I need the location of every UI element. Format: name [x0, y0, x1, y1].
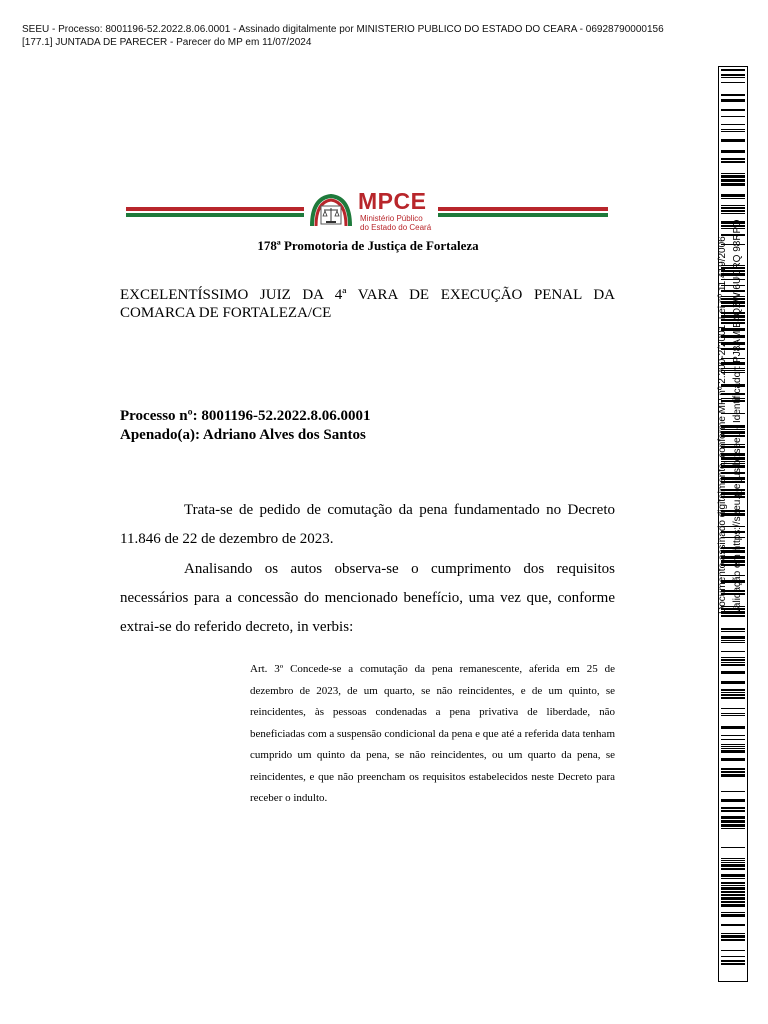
barcode-bar [721, 791, 745, 792]
body-paragraph-1: Trata-se de pedido de comutação da pena fundamentado no Decreto 11.846 de 22 de dezembro de 2023. [120, 502, 615, 547]
barcode-bar [721, 671, 745, 674]
barcode-bar [721, 694, 745, 696]
barcode-bar [721, 878, 745, 879]
body-paragraph-2: Analisando os autos observa-se o cumprimento dos requisitos necessários para a concessão do mencionado benefício, uma vez que, conforme extrai-se do referido decreto, in verbis: [120, 561, 615, 635]
barcode-bar [721, 659, 745, 661]
header-document-type: [177.1] JUNTADA DE PARECER - Parecer do MP em 11/07/2024 [22, 37, 312, 48]
barcode-bar [721, 868, 745, 870]
barcode-bar [721, 713, 745, 714]
barcode-bar [721, 744, 745, 745]
barcode-bar [721, 129, 745, 130]
barcode-bar [721, 715, 745, 716]
barcode-bar [721, 69, 745, 71]
barcode-bar [721, 799, 745, 802]
barcode-bar [721, 956, 745, 957]
barcode-bar [721, 768, 745, 770]
barcode-bar [721, 124, 745, 125]
logo-wordmark: MPCE [358, 188, 427, 214]
barcode-bar [721, 689, 745, 691]
barcode-bar [721, 194, 745, 197]
barcode-bar [721, 950, 745, 951]
barcode-bar [721, 642, 745, 643]
barcode-bar [721, 198, 745, 199]
barcode-bar [721, 891, 745, 893]
barcode-bar [721, 116, 745, 117]
barcode-bar [721, 746, 745, 747]
logo-band-left [126, 207, 304, 219]
logo-subtitle-2: do Estado do Ceará [360, 223, 432, 232]
barcode-bar [721, 179, 745, 182]
barcode-bar [721, 748, 745, 749]
barcode-bar [721, 708, 745, 709]
barcode-bar [721, 914, 745, 917]
barcode-bar [721, 897, 745, 900]
barcode-bar [721, 692, 745, 693]
decree-citation: Art. 3º Concede-se a comutação da pena remanescente, aferida em 25 de dezembro de 2023, de um quarto, se não reincidentes, e de um quinto, se reincidentes, às pessoas condenadas a pena privativa de liberdade, não beneficiadas com a suspensão condicional da pena e que até a referida data tenham cumprido um quinto da pena, se não reincidentes, ou um quarto da pena, se reincidentes, e que não preencham os requisitos estabelecidos neste Decreto para receber o indulto. [250, 663, 615, 804]
barcode-bar [721, 750, 745, 753]
barcode-bar [721, 935, 745, 938]
barcode-bar [721, 681, 745, 684]
barcode-bar [721, 726, 745, 729]
barcode-bar [721, 213, 745, 214]
barcode-bar [721, 912, 745, 913]
barcode-bar [721, 887, 745, 890]
barcode-bar [721, 901, 745, 903]
barcode-bar [721, 158, 745, 160]
barcode-bar [721, 131, 745, 132]
barcode-bar [721, 636, 745, 639]
barcode-bar [721, 924, 745, 926]
barcode-bar [721, 82, 745, 83]
promotoria-heading: 178ª Promotoria de Justiça de Fortaleza [257, 238, 479, 253]
barcode-bar [721, 960, 745, 962]
case-number: Processo nº: 8001196-52.2022.8.06.0001 [120, 408, 371, 424]
defendant-name: Apenado(a): Adriano Alves dos Santos [120, 427, 366, 443]
barcode-bar [721, 161, 745, 163]
barcode-bar [721, 74, 745, 76]
barcode-bar [721, 631, 745, 632]
barcode-bar [721, 77, 745, 78]
barcode-bar [721, 94, 745, 96]
barcode-bar [721, 628, 745, 630]
barcode-bar [721, 739, 745, 740]
barcode-bar [721, 697, 745, 699]
margin-stamp-text-2: Validação em https://seeu.pje.jus.br/seeu - Identificador: PJ8AM B4QZW 6UCRQ 98RPD [732, 219, 743, 614]
header-signature-line: SEEU - Processo: 8001196-52.2022.8.06.0001 - Assinado digitalmente por MINISTERIO PUBLICO DO ESTADO DO CEARA - 06928790000156 [22, 24, 664, 35]
barcode-bar [721, 175, 745, 178]
barcode-bar [721, 824, 745, 827]
mpce-seal-icon [308, 192, 354, 232]
barcode-bar [721, 664, 745, 666]
barcode-bar [721, 99, 745, 102]
barcode-bar [721, 771, 745, 773]
barcode-bar [721, 735, 745, 736]
barcode-bar [721, 820, 745, 823]
barcode-bar [721, 864, 745, 867]
addressee-line-1: EXCELENTÍSSIMO JUIZ DA 4ª VARA DE EXECUÇÃO PENAL DA [120, 287, 615, 303]
barcode-bar [721, 139, 745, 142]
barcode-bar [721, 657, 745, 658]
barcode-bar [721, 774, 745, 777]
barcode-bar [721, 885, 745, 886]
barcode-bar [721, 882, 745, 884]
barcode-bar [721, 807, 745, 809]
barcode-bar [721, 939, 745, 941]
addressee-line-2: COMARCA DE FORTALEZA/CE [120, 305, 332, 321]
barcode-bar [721, 816, 745, 819]
barcode-bar [721, 828, 745, 829]
barcode-bar [721, 662, 745, 663]
barcode-bar [721, 109, 745, 111]
barcode-bar [721, 205, 745, 206]
barcode-bar [721, 183, 745, 186]
barcode-bar [721, 210, 745, 212]
barcode-bar [721, 874, 745, 877]
barcode-bar [721, 847, 745, 848]
barcode-bar [721, 904, 745, 907]
barcode-bar [721, 858, 745, 859]
barcode-bar [721, 860, 745, 861]
barcode-bar [721, 894, 745, 896]
barcode-bar [721, 640, 745, 641]
barcode-bar [721, 173, 745, 174]
logo-subtitle-1: Ministério Público [360, 214, 423, 223]
barcode-bar [721, 963, 745, 965]
barcode-bar [721, 758, 745, 761]
barcode-bar [721, 651, 745, 652]
logo-band-right [438, 207, 608, 219]
barcode-bar [721, 810, 745, 812]
margin-stamp-text-1: Documento assinado digitalmente, conforme MP nº 2.200-2/2001, Lei nº 11.419/2006, [717, 233, 728, 614]
barcode-bar [721, 615, 745, 617]
barcode-bar [721, 933, 745, 934]
barcode-bar [721, 207, 745, 209]
barcode-bar [721, 862, 745, 863]
barcode-bar [721, 150, 745, 153]
